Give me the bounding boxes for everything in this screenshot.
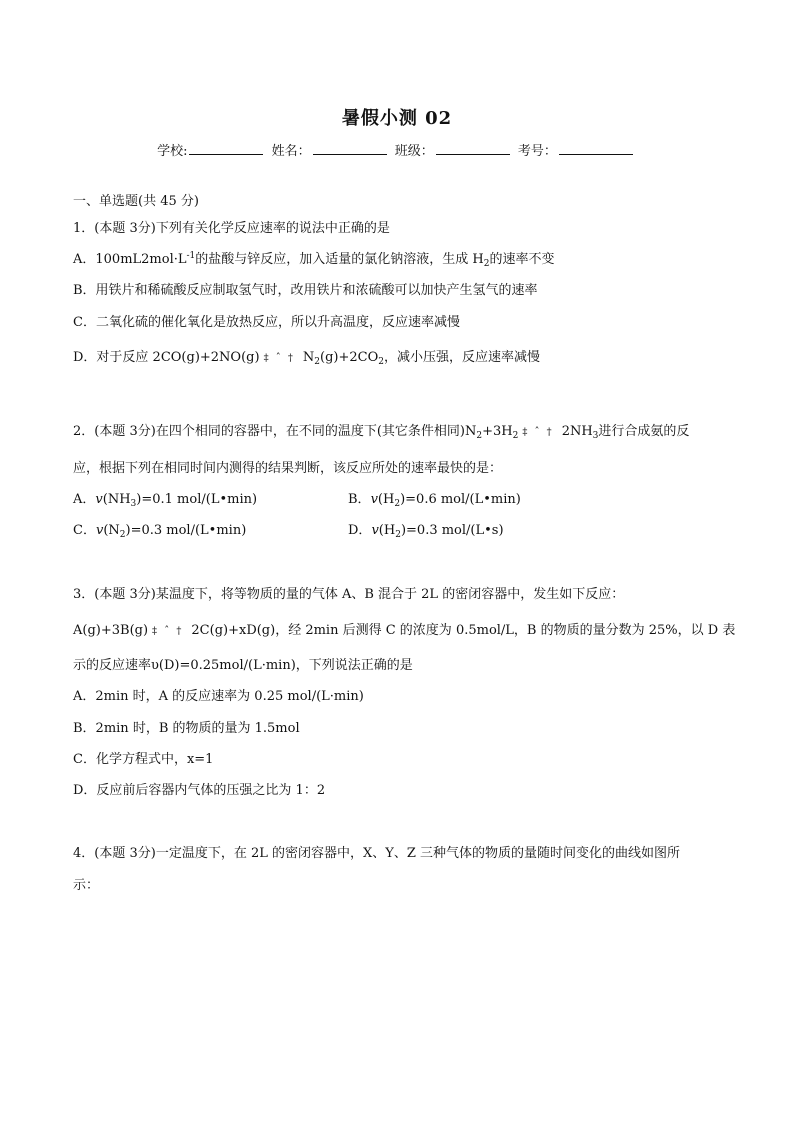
page-title: 暑假小测 02 bbox=[341, 108, 453, 129]
q2-c-post: )=0.3 mol/(L•min) bbox=[125, 523, 247, 538]
q2-stem-line2: 应，根据下列在相同时间内测得的结果判断，该反应所处的速率最快的是： bbox=[73, 461, 503, 476]
q3-equation-line bbox=[73, 619, 735, 638]
q2-d-sub: 2 bbox=[395, 530, 401, 540]
q2-a-v: v bbox=[95, 492, 103, 507]
student-info-row bbox=[0, 140, 794, 159]
q1-option-b: B．用铁片和稀硫酸反应制取氢气时，改用铁片和浓硫酸可以加快产生氢气的速率 bbox=[73, 283, 538, 298]
q1-a-mid: 的盐酸与锌反应，加入适量的氯化钠溶液，生成 H bbox=[195, 252, 484, 267]
q2-sub3: 3 bbox=[592, 431, 599, 441]
q3-eq-pre: A(g)+3B(g) bbox=[73, 623, 149, 638]
q1-d-sub2: 2 bbox=[378, 357, 384, 367]
q1-d-text: D．对于反应 2CO(g)+2NO(g) bbox=[73, 350, 260, 365]
section-title: 一、单选题(共 45 分) bbox=[73, 194, 199, 209]
name-label: 姓名： bbox=[271, 144, 311, 159]
q2-c-body: (N bbox=[103, 523, 120, 538]
q2-option-c bbox=[73, 519, 246, 540]
q2-b-pre: B． bbox=[348, 492, 371, 507]
q2-option-a bbox=[73, 488, 257, 509]
q2-c-v: v bbox=[95, 523, 104, 538]
q2-a-post: )=0.1 mol/(L•min) bbox=[136, 492, 258, 507]
q1-d-mid2: (g)+2CO bbox=[320, 350, 379, 365]
q2-a-sub: 3 bbox=[130, 499, 137, 509]
q1-a-sup: -1 bbox=[186, 251, 196, 261]
exam-no-blank[interactable] bbox=[559, 142, 633, 155]
q2-stem-mid2: 2NH bbox=[561, 424, 593, 439]
q1-stem: 1．(本题 3分)下列有关化学反应速率的说法中正确的是 bbox=[73, 221, 390, 236]
q3-option-c: C．化学方程式中，x=1 bbox=[73, 752, 214, 767]
q1-d-post: ，减小压强，反应速率减慢 bbox=[384, 350, 541, 365]
q1-d-sub1: 2 bbox=[314, 357, 321, 367]
equilibrium-arrow: ‡ ˆ † bbox=[263, 353, 295, 364]
q2-c-pre: C． bbox=[73, 523, 96, 538]
q2-c-sub: 2 bbox=[119, 530, 126, 540]
q2-stem bbox=[73, 420, 689, 441]
q4-stem-line2: 示： bbox=[73, 878, 100, 893]
name-blank[interactable] bbox=[313, 142, 387, 155]
q1-a-sub: 2 bbox=[483, 259, 490, 269]
q1-a-post: 的速率不变 bbox=[489, 252, 555, 267]
q1-option-a bbox=[73, 248, 555, 269]
q2-stem-post: 进行合成氨的反 bbox=[598, 424, 690, 439]
class-blank[interactable] bbox=[436, 142, 510, 155]
q2-a-body: (NH bbox=[102, 492, 131, 507]
school-label: 学校: bbox=[157, 144, 188, 159]
q2-sub2: 2 bbox=[512, 431, 519, 441]
equilibrium-arrow: ‡ ˆ † bbox=[522, 427, 554, 438]
q2-b-post: )=0.6 mol/(L•min) bbox=[400, 492, 521, 507]
q2-b-v: v bbox=[370, 492, 378, 507]
q1-a-text: A．100mL2mol·L bbox=[73, 252, 187, 267]
q1-option-d bbox=[73, 346, 540, 367]
school-blank[interactable] bbox=[189, 142, 263, 155]
q2-option-d bbox=[348, 519, 504, 540]
q3-eq-post: 2C(g)+xD(g)，经 2min 后测得 C 的浓度为 0.5mol/L，B 的物质的量分数为 25%，以 D 表 bbox=[191, 623, 736, 638]
q2-stem-mid: +3H bbox=[482, 424, 513, 439]
q2-d-body: (H bbox=[378, 523, 396, 538]
q2-d-post: )=0.3 mol/(L•s) bbox=[400, 523, 504, 538]
q2-b-body: (H bbox=[377, 492, 395, 507]
q3-stem: 3．(本题 3分)某温度下，将等物质的量的气体 A、B 混合于 2L 的密闭容器中，发生如下反应： bbox=[73, 587, 625, 602]
q1-d-mid: N bbox=[302, 350, 315, 365]
q2-d-v: v bbox=[371, 523, 379, 538]
q3-stem-line3: 示的反应速率υ(D)=0.25mol/(L·min)，下列说法正确的是 bbox=[73, 658, 413, 673]
q2-option-b bbox=[348, 488, 521, 509]
q2-sub1: 2 bbox=[476, 431, 483, 441]
q4-stem: 4．(本题 3分)一定温度下，在 2L 的密闭容器中，X、Y、Z 三种气体的物质的量随时间变化的曲线如图所 bbox=[73, 846, 680, 861]
q2-stem-pre: 2．(本题 3分)在四个相同的容器中，在不同的温度下(其它条件相同)N bbox=[73, 424, 477, 439]
q3-option-a: A．2min 时，A 的反应速率为 0.25 mol/(L·min) bbox=[73, 689, 364, 704]
class-label: 班级： bbox=[394, 144, 434, 159]
q3-option-b: B．2min 时，B 的物质的量为 1.5mol bbox=[73, 721, 300, 736]
q2-d-pre: D． bbox=[348, 523, 372, 538]
q1-option-c: C．二氧化硫的催化氧化是放热反应，所以升高温度，反应速率减慢 bbox=[73, 315, 460, 330]
q3-option-d: D．反应前后容器内气体的压强之比为 1：2 bbox=[73, 783, 326, 798]
equilibrium-arrow: ‡ ˆ † bbox=[152, 626, 184, 637]
q2-b-sub: 2 bbox=[394, 499, 401, 509]
q2-a-pre: A． bbox=[73, 492, 96, 507]
exam-no-label: 考号： bbox=[517, 144, 557, 159]
